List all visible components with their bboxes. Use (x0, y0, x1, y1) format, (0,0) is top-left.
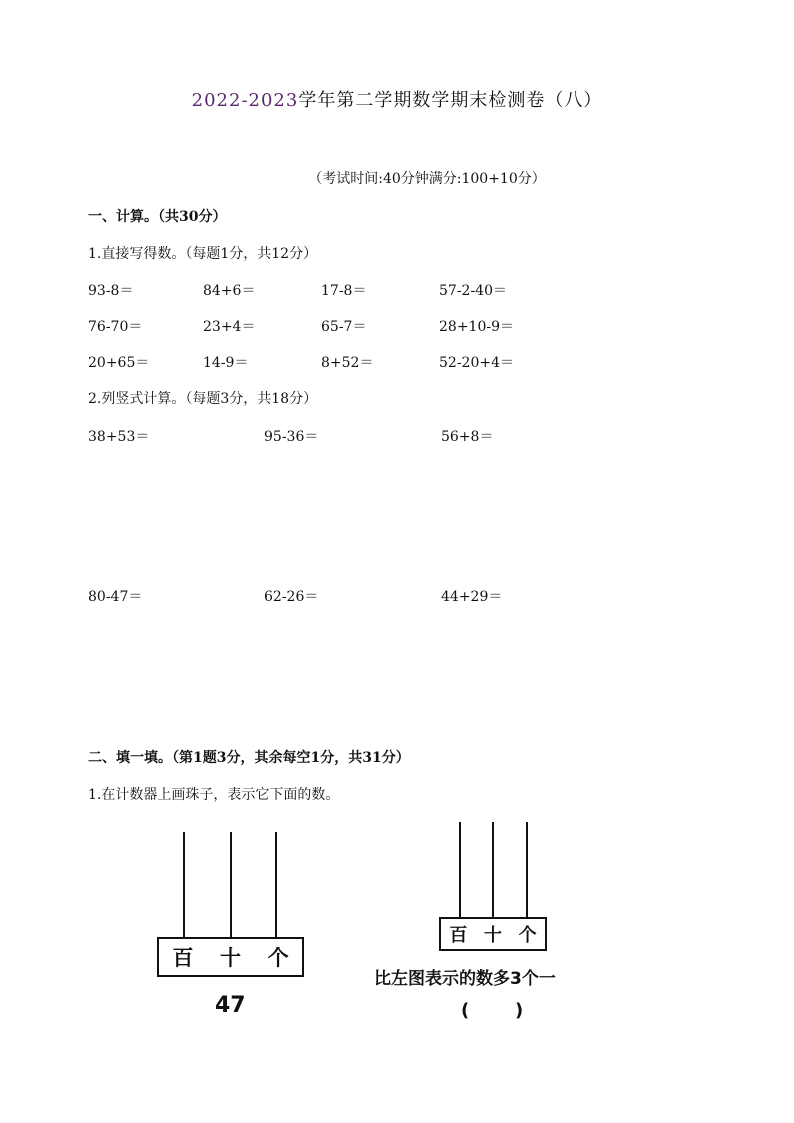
oral-calc-item: 14-9＝ (203, 355, 249, 371)
close-paren: ) (515, 1000, 524, 1021)
abacus-number: 47 (215, 993, 246, 1018)
oral-calc-item: 17-8＝ (321, 283, 367, 299)
abacus-rod (459, 822, 461, 918)
vertical-calc-item: 38+53＝ (88, 429, 150, 445)
oral-calc-item: 20+65＝ (88, 355, 150, 371)
open-paren: ( (461, 1000, 470, 1021)
section-1-heading: 一、计算。（共30分） (88, 209, 227, 225)
oral-calc-item: 65-7＝ (321, 319, 367, 335)
answer-blank[interactable] (461, 1000, 531, 1028)
oral-calc-item: 52-20+4＝ (439, 355, 514, 371)
place-label-tens: 十 (483, 925, 502, 946)
place-label-hundreds: 百 (172, 946, 194, 970)
abacus-rod (275, 832, 277, 938)
title-text: 学年第二学期数学期末检测卷（八） (298, 90, 603, 111)
place-label-ones: 个 (518, 925, 537, 946)
abacus-hint: 比左图表示的数多3个一 (374, 969, 556, 989)
abacus-rod (526, 822, 528, 918)
section-2-heading: 二、填一填。（第1题3分，其余每空1分，共31分） (88, 750, 410, 766)
vertical-calc-item: 62-26＝ (264, 589, 319, 605)
abacus-rod (230, 832, 232, 938)
vertical-calc-item: 56+8＝ (441, 429, 494, 445)
question-1-label: 1.在计数器上画珠子，表示它下面的数。 (88, 787, 340, 803)
vertical-calc-item: 95-36＝ (264, 429, 319, 445)
vertical-calc-item: 44+29＝ (441, 589, 503, 605)
question-1-label: 1.直接写得数。（每题1分，共12分） (88, 246, 318, 262)
oral-calc-item: 57-2-40＝ (439, 283, 507, 299)
place-value-label-box (439, 917, 547, 951)
place-value-label-box (157, 937, 304, 977)
page-title (0, 86, 794, 112)
oral-calc-item: 28+10-9＝ (439, 319, 514, 335)
place-label-tens: 十 (219, 946, 241, 970)
place-label-ones: 个 (267, 946, 289, 970)
oral-calc-item: 23+4＝ (203, 319, 256, 335)
question-2-label: 2.列竖式计算。（每题3分，共18分） (88, 391, 318, 407)
vertical-calc-item: 80-47＝ (88, 589, 143, 605)
oral-calc-item: 8+52＝ (321, 355, 374, 371)
oral-calc-item: 84+6＝ (203, 283, 256, 299)
exam-info: （考试时间:40分钟满分:100+10分） (308, 171, 546, 187)
oral-calc-item: 93-8＝ (88, 283, 134, 299)
place-label-hundreds: 百 (449, 925, 468, 946)
abacus-rod (492, 822, 494, 918)
abacus-rod (183, 832, 185, 938)
title-year: 2022-2023 (191, 90, 299, 111)
oral-calc-item: 76-70＝ (88, 319, 143, 335)
